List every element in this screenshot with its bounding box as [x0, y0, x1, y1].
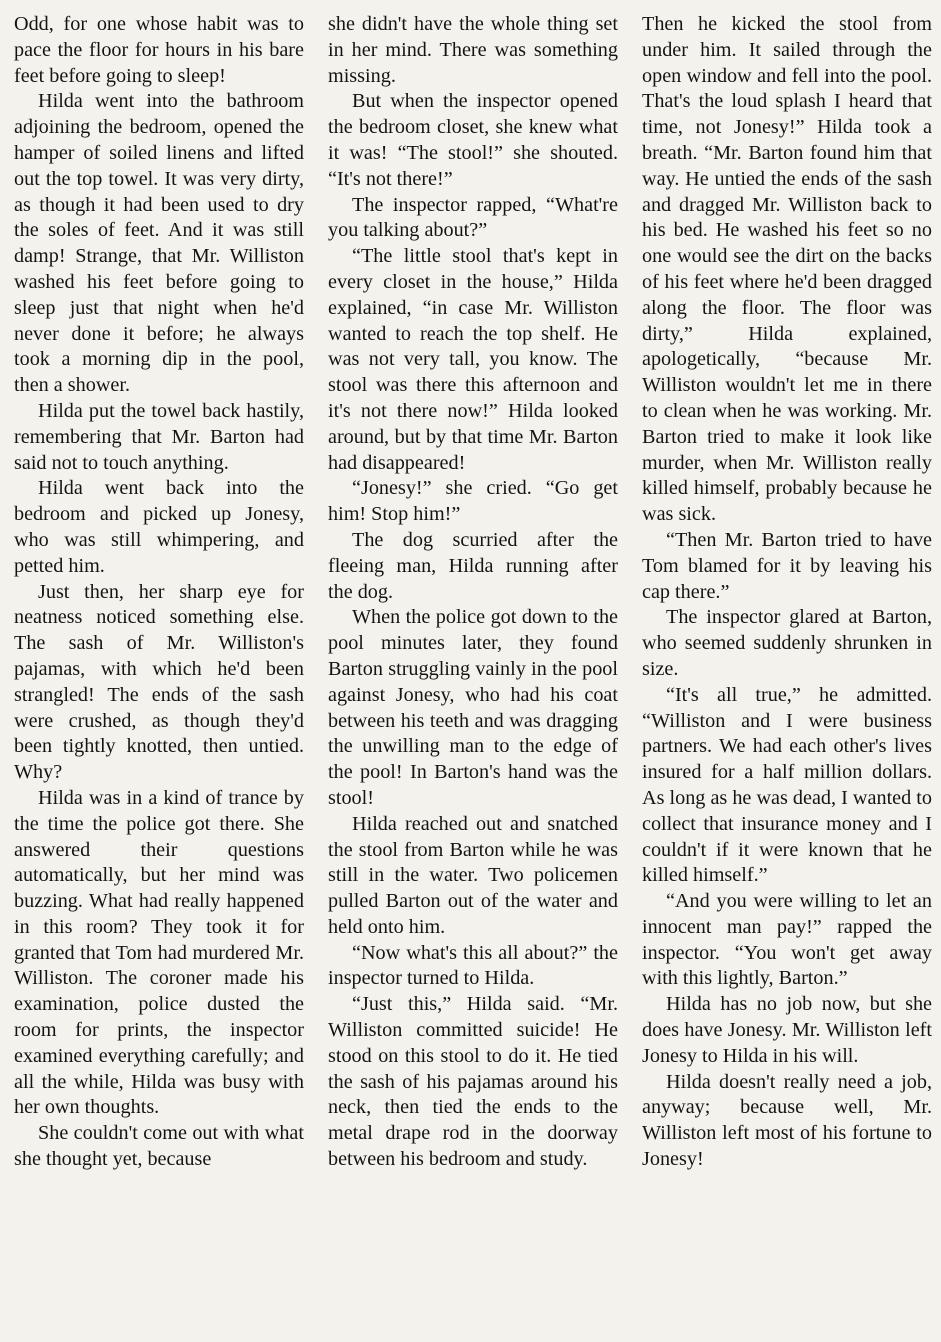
paragraph: Hilda put the towel back hastily, remembering that Mr. Barton had said not to touch anything.: [14, 399, 304, 474]
paragraph: The inspector glared at Barton, who seemed suddenly shrunken in size.: [642, 606, 932, 680]
paragraph: “The little stool that's kept in every closet in the house,” Hilda explained, “in case Mr. Williston wanted to reach the top shelf. He was not very tall, you know. The stool was there this afternoon and it's not there now!” Hilda looked around, but by that time Mr. Barton had disappeared!: [328, 245, 618, 474]
paragraph: she didn't have the whole thing set in her mind. There was something missing.: [328, 13, 618, 87]
paragraph: “And you were willing to let an innocent man pay!” rapped the inspector. “You won't get away with this lightly, Barton.”: [642, 890, 932, 990]
paragraph: Then he kicked the stool from under him. It sailed through the open window and fell into the pool. That's the loud splash I heard that time, not Jonesy!” Hilda took a breath. “Mr. Barton found him that way. He untied the ends of the sash and dragged Mr. Williston back to his bed. He washed his feet so no one would see the dirt on the backs of his feet where he'd been dragged along the floor. The floor was dirty,” Hilda explained, apologetically, “because Mr. Williston wouldn't let me in there to clean when he was working. Mr. Barton tried to make it look like murder, when Mr. Williston really killed himself, probably because he was sick.: [642, 13, 932, 526]
paragraph: Hilda went back into the bedroom and picked up Jonesy, who was still whimpering, and petted him.: [14, 477, 304, 577]
paragraph: Hilda was in a kind of trance by the time the police got there. She answered their questions automatically, but her mind was buzzing. What had really happened in this room? They took it for granted that Tom had murdered Mr. Williston. The coroner made his examination, police dusted the room for prints, the inspector examined everything carefully; and all the while, Hilda was busy with her own thoughts.: [14, 786, 304, 1119]
paragraph: “It's all true,” he admitted. “Williston and I were business partners. We had each other's lives insured for a half million dollars. As long as he was dead, I wanted to collect that insurance money and I couldn't if it were known that he killed himself.”: [642, 683, 932, 887]
paragraph: Hilda has no job now, but she does have Jonesy. Mr. Williston left Jonesy to Hilda in his will.: [642, 993, 932, 1067]
text-column-2: [328, 12, 618, 1342]
paragraph: Hilda doesn't really need a job, anyway; because well, Mr. Williston left most of his fortune to Jonesy!: [642, 1070, 932, 1171]
paragraph: “Now what's this all about?” the inspector turned to Hilda.: [328, 941, 618, 990]
paragraph: Hilda went into the bathroom adjoining the bedroom, opened the hamper of soiled linens and lifted out the top towel. It was very dirty, as though it had been used to dry the soles of feet. And it was still damp! Strange, that Mr. Williston washed his feet before going to sleep just that night when he'd never done it before; he always took a morning dip in the pool, then a shower.: [14, 90, 304, 397]
paragraph: Odd, for one whose habit was to pace the floor for hours in his bare feet before going to sleep!: [14, 13, 304, 87]
paragraph: “Just this,” Hilda said. “Mr. Williston committed suicide! He stood on this stool to do it. He tied the sash of his pajamas around his neck, then tied the ends to the metal drape rod in the doorway between his bedroom and study.: [328, 993, 618, 1171]
paragraph: But when the inspector opened the bedroom closet, she knew what it was! “The stool!” she shouted. “It's not there!”: [328, 90, 618, 190]
paragraph: The inspector rapped, “What're you talking about?”: [328, 193, 618, 242]
text-column-3: [642, 12, 932, 1342]
text-column-1: [14, 12, 304, 1342]
paragraph: Just then, her sharp eye for neatness noticed something else. The sash of Mr. Williston's pajamas, with which he'd been strangled! The ends of the sash were crushed, as though they'd been tightly knotted, then untied. Why?: [14, 580, 304, 784]
paragraph: “Jonesy!” she cried. “Go get him! Stop him!”: [328, 477, 618, 526]
paragraph: “Then Mr. Barton tried to have Tom blamed for it by leaving his cap there.”: [642, 528, 932, 603]
paragraph: Hilda reached out and snatched the stool from Barton while he was still in the water. Two policemen pulled Barton out of the water and held onto him.: [328, 812, 618, 938]
paragraph: The dog scurried after the fleeing man, Hilda running after the dog.: [328, 528, 618, 603]
paragraph: She couldn't come out with what she thought yet, because: [14, 1122, 304, 1171]
paragraph: When the police got down to the pool minutes later, they found Barton struggling vainly in the pool against Jonesy, who had his coat between his teeth and was dragging the unwilling man to the edge of the pool! In Barton's hand was the stool!: [328, 606, 618, 809]
